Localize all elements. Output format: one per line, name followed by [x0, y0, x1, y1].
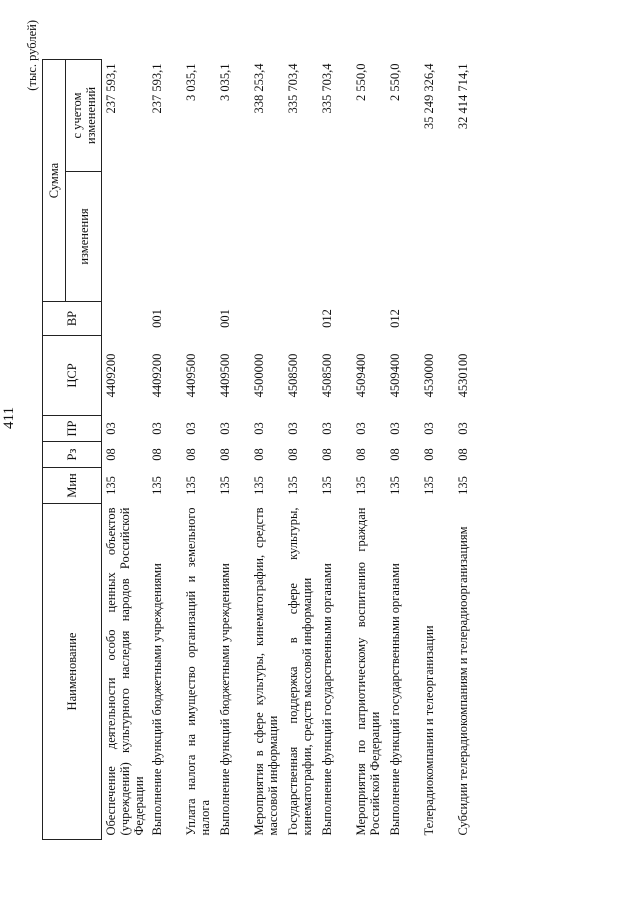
row-total: 338 253,4 [252, 63, 266, 114]
row-total: 237 593,1 [150, 63, 164, 114]
row-csr: 4409500 [218, 353, 232, 398]
table-row [454, 60, 488, 840]
row-pr: 03 [286, 422, 300, 435]
row-name: Мероприятия в сфере культуры, кинематографии, средств массовой информации [252, 507, 280, 836]
page-number: 411 [1, 407, 17, 429]
table-row [182, 60, 216, 840]
row-csr: 4409200 [150, 353, 164, 398]
row-rz: 08 [218, 448, 232, 461]
row-pr: 03 [150, 422, 164, 435]
table-row [216, 60, 250, 840]
header-with-changes: с учетом изменений [66, 60, 102, 172]
table-row [102, 60, 149, 840]
row-vr: 001 [150, 309, 164, 328]
row-csr: 4509400 [354, 353, 368, 398]
row-min: 135 [286, 476, 300, 495]
row-changes [318, 172, 352, 302]
row-total: 3 035,1 [184, 63, 198, 101]
row-pr: 03 [184, 422, 198, 435]
table-row [318, 60, 352, 840]
row-total: 3 035,1 [218, 63, 232, 101]
row-csr: 4409200 [104, 353, 118, 398]
row-total: 32 414 714,1 [456, 63, 470, 130]
row-min: 135 [218, 476, 232, 495]
row-rz: 08 [184, 448, 198, 461]
table-row [284, 60, 318, 840]
row-rz: 08 [252, 448, 266, 461]
row-pr: 03 [388, 422, 402, 435]
row-vr [420, 302, 454, 336]
table-row [386, 60, 420, 840]
row-changes [250, 172, 284, 302]
row-changes [284, 172, 318, 302]
row-name: Выполнение функций государственными органами [320, 563, 334, 836]
row-vr [454, 302, 488, 336]
row-vr [182, 302, 216, 336]
row-changes [102, 172, 149, 302]
row-name: Мероприятия по патриотическому воспитанию граждан Российской Федерации [354, 507, 382, 836]
row-changes [386, 172, 420, 302]
row-total: 237 593,1 [104, 63, 118, 114]
row-rz: 08 [388, 448, 402, 461]
row-min: 135 [388, 476, 402, 495]
row-min: 135 [104, 476, 118, 495]
row-rz: 08 [286, 448, 300, 461]
row-rz: 08 [320, 448, 334, 461]
row-name: Выполнение функций бюджетными учреждениями [150, 563, 164, 836]
row-total: 335 703,4 [286, 63, 300, 114]
table-row [352, 60, 386, 840]
row-changes [420, 172, 454, 302]
row-pr: 03 [104, 422, 118, 435]
unit-label: (тыс. рублей) [25, 20, 39, 91]
header-rz: Рз [43, 442, 102, 468]
row-csr: 4530100 [456, 353, 470, 398]
row-name: Телерадиокомпании и телеорганизации [422, 625, 436, 836]
row-rz: 08 [456, 448, 470, 461]
row-vr: 001 [218, 309, 232, 328]
row-vr: 012 [320, 309, 334, 328]
row-pr: 03 [422, 422, 436, 435]
row-vr: 012 [388, 309, 402, 328]
row-pr: 03 [456, 422, 470, 435]
row-changes [352, 172, 386, 302]
row-min: 135 [456, 476, 470, 495]
row-pr: 03 [218, 422, 232, 435]
header-row [43, 60, 66, 840]
header-min: Мин [43, 468, 102, 504]
row-csr: 4530000 [422, 353, 436, 398]
row-name: Выполнение функций бюджетными учреждениями [218, 563, 232, 836]
row-min: 135 [354, 476, 368, 495]
row-vr [352, 302, 386, 336]
table-row [250, 60, 284, 840]
row-csr: 4508500 [320, 353, 334, 398]
row-name: Обеспечение деятельности особо ценных объектов (учреждений) культурного наследия народов Российской Федерации [104, 507, 146, 836]
row-rz: 08 [422, 448, 436, 461]
row-rz: 08 [354, 448, 368, 461]
row-rz: 08 [104, 448, 118, 461]
row-vr [102, 302, 149, 336]
row-min: 135 [150, 476, 164, 495]
table-row [148, 60, 182, 840]
header-name: Наименование [43, 504, 102, 840]
row-name: Уплата налога на имущество организаций и земельного налога [184, 507, 212, 836]
row-name: Субсидии телерадиокомпаниям и телерадиоорганизациям [456, 526, 470, 836]
row-changes [216, 172, 250, 302]
row-changes [454, 172, 488, 302]
row-pr: 03 [320, 422, 334, 435]
header-csr: ЦСР [43, 336, 102, 416]
row-min: 135 [252, 476, 266, 495]
row-changes [148, 172, 182, 302]
row-vr [284, 302, 318, 336]
row-pr: 03 [252, 422, 266, 435]
header-changes: изменения [66, 172, 102, 302]
row-csr: 4409500 [184, 353, 198, 398]
budget-table [42, 59, 488, 840]
row-pr: 03 [354, 422, 368, 435]
row-total: 2 550,0 [388, 63, 402, 101]
row-min: 135 [320, 476, 334, 495]
row-total: 335 703,4 [320, 63, 334, 114]
row-csr: 4509400 [388, 353, 402, 398]
header-pr: ПР [43, 416, 102, 442]
row-rz: 08 [150, 448, 164, 461]
row-total: 35 249 326,4 [422, 63, 436, 130]
row-name: Государственная поддержка в сфере культуры, кинематографии, средств массовой информации [286, 507, 314, 836]
row-csr: 4500000 [252, 353, 266, 398]
header-vr: ВР [43, 302, 102, 336]
table-row [420, 60, 454, 840]
row-min: 135 [184, 476, 198, 495]
row-csr: 4508500 [286, 353, 300, 398]
row-name: Выполнение функций государственными органами [388, 563, 402, 836]
row-changes [182, 172, 216, 302]
row-total: 2 550,0 [354, 63, 368, 101]
table-body [102, 60, 489, 840]
row-vr [250, 302, 284, 336]
row-min: 135 [422, 476, 436, 495]
header-sum: Сумма [43, 60, 66, 302]
